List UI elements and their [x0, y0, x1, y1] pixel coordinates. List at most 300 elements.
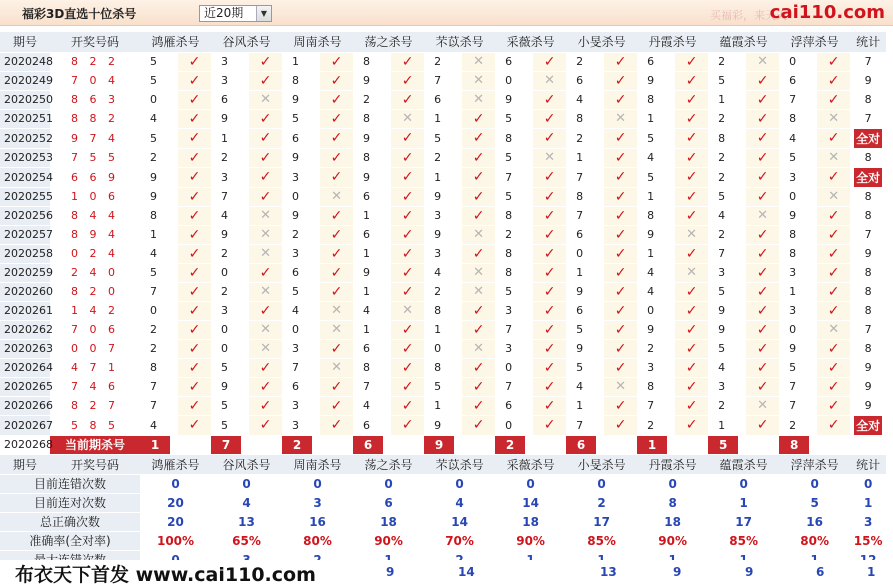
kill-number: 9 [708, 320, 746, 339]
cross-icon: ✕ [615, 379, 627, 394]
kill-number: 3 [282, 167, 320, 187]
check-icon: ✓ [685, 207, 698, 224]
kill-number: 6 [779, 71, 817, 90]
result-mark [462, 128, 495, 148]
kill-number: 8 [140, 206, 178, 225]
result-mark [391, 320, 424, 339]
kill-number: 7 [495, 377, 533, 396]
current-kill-badge: 1 [140, 436, 170, 454]
check-icon: ✓ [330, 149, 343, 166]
result-mark [817, 167, 850, 187]
stats-value: 90% [353, 531, 424, 550]
kill-number: 4 [140, 109, 178, 128]
table-row [0, 206, 886, 225]
result-mark [817, 301, 850, 320]
kill-number: 4 [140, 244, 178, 263]
kill-number: 2 [353, 90, 391, 109]
kill-number: 2 [708, 52, 746, 71]
kill-number: 2 [424, 282, 462, 301]
result-mark [249, 339, 282, 358]
win-number: 9 7 4 [50, 128, 140, 148]
cross-icon: ✕ [473, 54, 485, 69]
kill-number: 5 [495, 109, 533, 128]
check-icon: ✓ [543, 226, 556, 243]
result-mark [604, 396, 637, 415]
kill-number: 1 [353, 320, 391, 339]
result-mark [604, 167, 637, 187]
header-row [0, 32, 886, 52]
cross-icon: ✕ [686, 227, 698, 242]
cross-icon: ✕ [260, 284, 271, 299]
footer-watermark: 布衣天下首发 www.cai110.com [15, 564, 316, 584]
stats-value: 18 [495, 512, 566, 531]
stat-cell [850, 167, 886, 187]
result-mark [249, 396, 282, 415]
check-icon: ✓ [685, 359, 698, 376]
result-mark [817, 377, 850, 396]
result-mark [391, 396, 424, 415]
kill-number: 5 [211, 415, 249, 435]
check-icon: ✓ [685, 188, 698, 205]
kill-number: 8 [708, 128, 746, 148]
kill-number: 1 [566, 396, 604, 415]
check-icon: ✓ [756, 340, 769, 357]
cross-icon: ✕ [615, 111, 627, 126]
result-mark [817, 109, 850, 128]
result-mark [320, 71, 353, 90]
check-icon: ✓ [472, 207, 485, 224]
kill-number: 6 [353, 415, 391, 435]
check-icon: ✓ [259, 302, 272, 319]
issue-cell: 2020266 [0, 396, 50, 415]
current-kill-cell [140, 435, 211, 454]
current-kill-badge: 2 [282, 436, 312, 454]
result-mark [533, 339, 566, 358]
kill-number: 6 [495, 52, 533, 71]
stats-value: 17 [708, 512, 779, 531]
kill-number: 0 [779, 52, 817, 71]
chevron-down-icon[interactable]: ▼ [256, 6, 271, 21]
result-mark [391, 377, 424, 396]
kill-number: 3 [424, 206, 462, 225]
footer-value: 9 [673, 565, 682, 579]
check-icon: ✓ [188, 188, 201, 205]
result-mark [675, 128, 708, 148]
result-mark [817, 225, 850, 244]
check-icon: ✓ [827, 53, 840, 70]
stat-value: 9 [864, 74, 872, 87]
stats-value: 1 [708, 493, 779, 512]
stats-value: 90% [637, 531, 708, 550]
kill-number: 2 [708, 148, 746, 167]
result-mark [462, 167, 495, 187]
check-icon: ✓ [543, 397, 556, 414]
check-icon: ✓ [614, 321, 627, 338]
footer-value: 9 [386, 565, 395, 579]
check-icon: ✓ [259, 72, 272, 89]
issue-cell: 2020260 [0, 282, 50, 301]
table-row [0, 396, 886, 415]
result-mark [249, 244, 282, 263]
check-icon: ✓ [756, 188, 769, 205]
kill-number: 6 [282, 128, 320, 148]
kill-number: 5 [282, 109, 320, 128]
kill-number: 3 [779, 263, 817, 282]
cross-icon: ✕ [473, 92, 485, 107]
result-mark [533, 396, 566, 415]
kill-number: 3 [211, 52, 249, 71]
result-mark [249, 148, 282, 167]
result-mark [533, 71, 566, 90]
issue-cell: 2020261 [0, 301, 50, 320]
result-mark [746, 52, 779, 71]
cross-icon: ✕ [402, 303, 413, 318]
issue-cell: 2020258 [0, 244, 50, 263]
kill-number: 6 [495, 396, 533, 415]
check-icon: ✓ [401, 130, 414, 146]
result-mark [604, 187, 637, 206]
check-icon: ✓ [614, 188, 627, 205]
win-number: 1 0 6 [50, 187, 140, 206]
kill-number: 9 [424, 225, 462, 244]
current-kill-cell [353, 435, 424, 454]
check-icon: ✓ [472, 302, 485, 319]
current-kill-cell [211, 435, 282, 454]
result-mark [320, 282, 353, 301]
footer-value: 14 [458, 565, 475, 579]
check-icon: ✓ [188, 130, 201, 146]
result-mark [675, 377, 708, 396]
table-row [0, 301, 886, 320]
cross-icon: ✕ [331, 360, 342, 375]
kill-number: 9 [211, 109, 249, 128]
kill-number: 5 [140, 128, 178, 148]
check-icon: ✓ [543, 110, 556, 127]
stats-value: 18 [637, 512, 708, 531]
stats-value: 0 [637, 474, 708, 493]
result-mark [746, 71, 779, 90]
col-expert: 小旻杀号 [566, 454, 637, 474]
result-mark [462, 320, 495, 339]
kill-number: 9 [353, 128, 391, 148]
footer-value: 9 [745, 565, 754, 579]
issue-cell: 2020264 [0, 358, 50, 377]
check-icon: ✓ [614, 359, 627, 376]
result-mark [178, 90, 211, 109]
result-mark [178, 282, 211, 301]
stat-value: 8 [864, 285, 872, 298]
result-mark [320, 263, 353, 282]
cross-icon: ✕ [260, 341, 271, 356]
result-mark [391, 282, 424, 301]
cross-icon: ✕ [473, 265, 485, 280]
kill-number: 1 [424, 396, 462, 415]
result-mark [604, 320, 637, 339]
stats-value: 80% [779, 531, 850, 550]
table-row [0, 244, 886, 263]
kill-number: 7 [779, 90, 817, 109]
brand-tagline: 买福彩，来天天 [710, 9, 787, 22]
result-mark [746, 90, 779, 109]
kill-number: 5 [282, 282, 320, 301]
kill-number: 9 [424, 415, 462, 435]
cross-icon: ✕ [260, 92, 271, 107]
result-mark [675, 225, 708, 244]
period-select[interactable] [199, 5, 272, 22]
check-icon: ✓ [685, 397, 698, 414]
result-mark [178, 206, 211, 225]
check-icon: ✓ [827, 378, 840, 395]
stats-value: 0 [211, 474, 282, 493]
kill-number: 5 [779, 148, 817, 167]
current-kill-badge: 6 [353, 436, 383, 454]
kill-number: 1 [424, 320, 462, 339]
result-mark [462, 187, 495, 206]
result-mark [817, 339, 850, 358]
result-mark [462, 52, 495, 71]
win-number: 7 0 6 [50, 320, 140, 339]
stats-row [0, 493, 886, 512]
check-icon: ✓ [472, 417, 485, 433]
kill-number: 9 [211, 377, 249, 396]
kill-number: 4 [353, 301, 391, 320]
result-mark [320, 377, 353, 396]
result-mark [533, 109, 566, 128]
result-mark [249, 358, 282, 377]
kill-number: 3 [637, 358, 675, 377]
kill-number: 2 [140, 148, 178, 167]
stat-value: 7 [864, 228, 872, 241]
check-icon: ✓ [188, 283, 201, 300]
check-icon: ✓ [614, 417, 627, 433]
result-mark [462, 206, 495, 225]
current-kill-badge: 7 [211, 436, 241, 454]
cross-icon: ✕ [828, 150, 840, 165]
check-icon: ✓ [543, 169, 556, 185]
check-icon: ✓ [543, 359, 556, 376]
result-mark [178, 71, 211, 90]
check-icon: ✓ [543, 207, 556, 224]
kill-number: 4 [566, 90, 604, 109]
stats-value: 80% [282, 531, 353, 550]
check-icon: ✓ [543, 417, 556, 433]
result-mark [817, 396, 850, 415]
check-icon: ✓ [472, 130, 485, 146]
stats-value: 15% [850, 531, 886, 550]
result-mark [746, 301, 779, 320]
result-mark [675, 148, 708, 167]
result-mark [391, 225, 424, 244]
check-icon: ✓ [685, 53, 698, 70]
kill-number: 8 [424, 301, 462, 320]
check-icon: ✓ [614, 53, 627, 70]
check-icon: ✓ [685, 110, 698, 127]
check-icon: ✓ [685, 417, 698, 433]
kill-number: 2 [495, 225, 533, 244]
kill-number: 4 [637, 282, 675, 301]
check-icon: ✓ [188, 169, 201, 185]
kill-number: 2 [708, 396, 746, 415]
stats-value: 100% [140, 531, 211, 550]
kill-number: 0 [779, 187, 817, 206]
kill-number: 0 [282, 320, 320, 339]
check-icon: ✓ [188, 340, 201, 357]
brand-logo[interactable]: cai110.com [769, 2, 885, 23]
kill-number: 9 [140, 167, 178, 187]
result-mark [817, 90, 850, 109]
result-mark [249, 52, 282, 71]
result-mark [746, 128, 779, 148]
cross-icon: ✕ [402, 111, 413, 126]
stat-value: 9 [864, 247, 872, 260]
check-icon: ✓ [330, 378, 343, 395]
stat-cell [850, 339, 886, 358]
cross-icon: ✕ [473, 73, 485, 88]
kill-number: 9 [353, 71, 391, 90]
kill-number: 3 [211, 301, 249, 320]
cross-icon: ✕ [473, 341, 485, 356]
check-icon: ✓ [401, 321, 414, 338]
stats-value: 0 [708, 474, 779, 493]
check-icon: ✓ [188, 321, 201, 338]
check-icon: ✓ [401, 149, 414, 166]
check-icon: ✓ [614, 169, 627, 185]
issue-cell: 2020251 [0, 109, 50, 128]
current-kill-badge: 6 [566, 436, 596, 454]
kill-number: 2 [708, 225, 746, 244]
col-expert: 蕴霞杀号 [708, 454, 779, 474]
kill-number: 2 [779, 415, 817, 435]
kill-number: 6 [566, 225, 604, 244]
result-mark [320, 167, 353, 187]
result-mark [533, 320, 566, 339]
result-mark [533, 187, 566, 206]
issue-cell: 2020255 [0, 187, 50, 206]
kill-number: 6 [566, 301, 604, 320]
stats-value: 65% [211, 531, 282, 550]
result-mark [675, 52, 708, 71]
check-icon: ✓ [827, 417, 840, 433]
cross-icon: ✕ [828, 189, 840, 204]
check-icon: ✓ [685, 169, 698, 185]
kill-number: 0 [566, 244, 604, 263]
result-mark [604, 52, 637, 71]
col-expert: 周南杀号 [282, 454, 353, 474]
current-stat [850, 435, 886, 454]
all-correct-badge: 全对 [854, 168, 882, 187]
result-mark [462, 396, 495, 415]
cross-icon: ✕ [260, 208, 271, 223]
kill-number: 6 [353, 339, 391, 358]
kill-number: 7 [424, 71, 462, 90]
result-mark [249, 225, 282, 244]
kill-number: 4 [708, 206, 746, 225]
result-mark [746, 225, 779, 244]
result-mark [604, 109, 637, 128]
win-number: 8 8 2 [50, 109, 140, 128]
kill-number: 9 [424, 187, 462, 206]
result-mark [249, 301, 282, 320]
result-mark [249, 90, 282, 109]
kill-number: 7 [637, 396, 675, 415]
check-icon: ✓ [259, 53, 272, 70]
kill-number: 4 [140, 415, 178, 435]
result-mark [320, 358, 353, 377]
check-icon: ✓ [401, 264, 414, 281]
cross-icon: ✕ [828, 111, 840, 126]
result-mark [249, 71, 282, 90]
result-mark [391, 206, 424, 225]
kill-number: 9 [211, 225, 249, 244]
kill-number: 1 [779, 282, 817, 301]
result-mark [462, 148, 495, 167]
check-icon: ✓ [614, 226, 627, 243]
table-row [0, 167, 886, 187]
stats-row [0, 512, 886, 531]
current-kill-badge: 8 [779, 436, 809, 454]
check-icon: ✓ [685, 245, 698, 262]
result-mark [391, 90, 424, 109]
result-mark [675, 320, 708, 339]
result-mark [178, 148, 211, 167]
stat-value: 9 [864, 399, 872, 412]
stats-value: 5 [779, 493, 850, 512]
result-mark [746, 320, 779, 339]
stats-row [0, 474, 886, 493]
result-mark [391, 128, 424, 148]
kill-number: 1 [211, 128, 249, 148]
check-icon: ✓ [472, 110, 485, 127]
issue-cell: 2020263 [0, 339, 50, 358]
col-expert: 浮萍杀号 [779, 454, 850, 474]
result-mark [746, 358, 779, 377]
check-icon: ✓ [685, 149, 698, 166]
result-mark [746, 263, 779, 282]
result-mark [604, 358, 637, 377]
check-icon: ✓ [401, 188, 414, 205]
check-icon: ✓ [543, 264, 556, 281]
check-icon: ✓ [401, 417, 414, 433]
kill-number: 3 [282, 244, 320, 263]
result-mark [178, 396, 211, 415]
kill-number: 1 [424, 109, 462, 128]
result-mark [604, 148, 637, 167]
stat-cell [850, 128, 886, 148]
check-icon: ✓ [401, 207, 414, 224]
cross-icon: ✕ [828, 322, 840, 337]
win-number: 8 6 3 [50, 90, 140, 109]
kill-number: 5 [495, 282, 533, 301]
kill-number: 9 [140, 187, 178, 206]
result-mark [320, 128, 353, 148]
kill-number: 8 [495, 206, 533, 225]
check-icon: ✓ [401, 91, 414, 108]
check-icon: ✓ [259, 417, 272, 433]
check-icon: ✓ [756, 302, 769, 319]
issue-cell: 2020249 [0, 71, 50, 90]
kill-number: 5 [566, 358, 604, 377]
kill-number: 2 [282, 225, 320, 244]
kill-number: 1 [708, 90, 746, 109]
check-icon: ✓ [259, 130, 272, 146]
check-icon: ✓ [401, 53, 414, 70]
stat-cell [850, 71, 886, 90]
result-mark [178, 339, 211, 358]
kill-number: 8 [495, 244, 533, 263]
current-kill-cell [779, 435, 850, 454]
result-mark [604, 339, 637, 358]
kill-number: 9 [495, 90, 533, 109]
